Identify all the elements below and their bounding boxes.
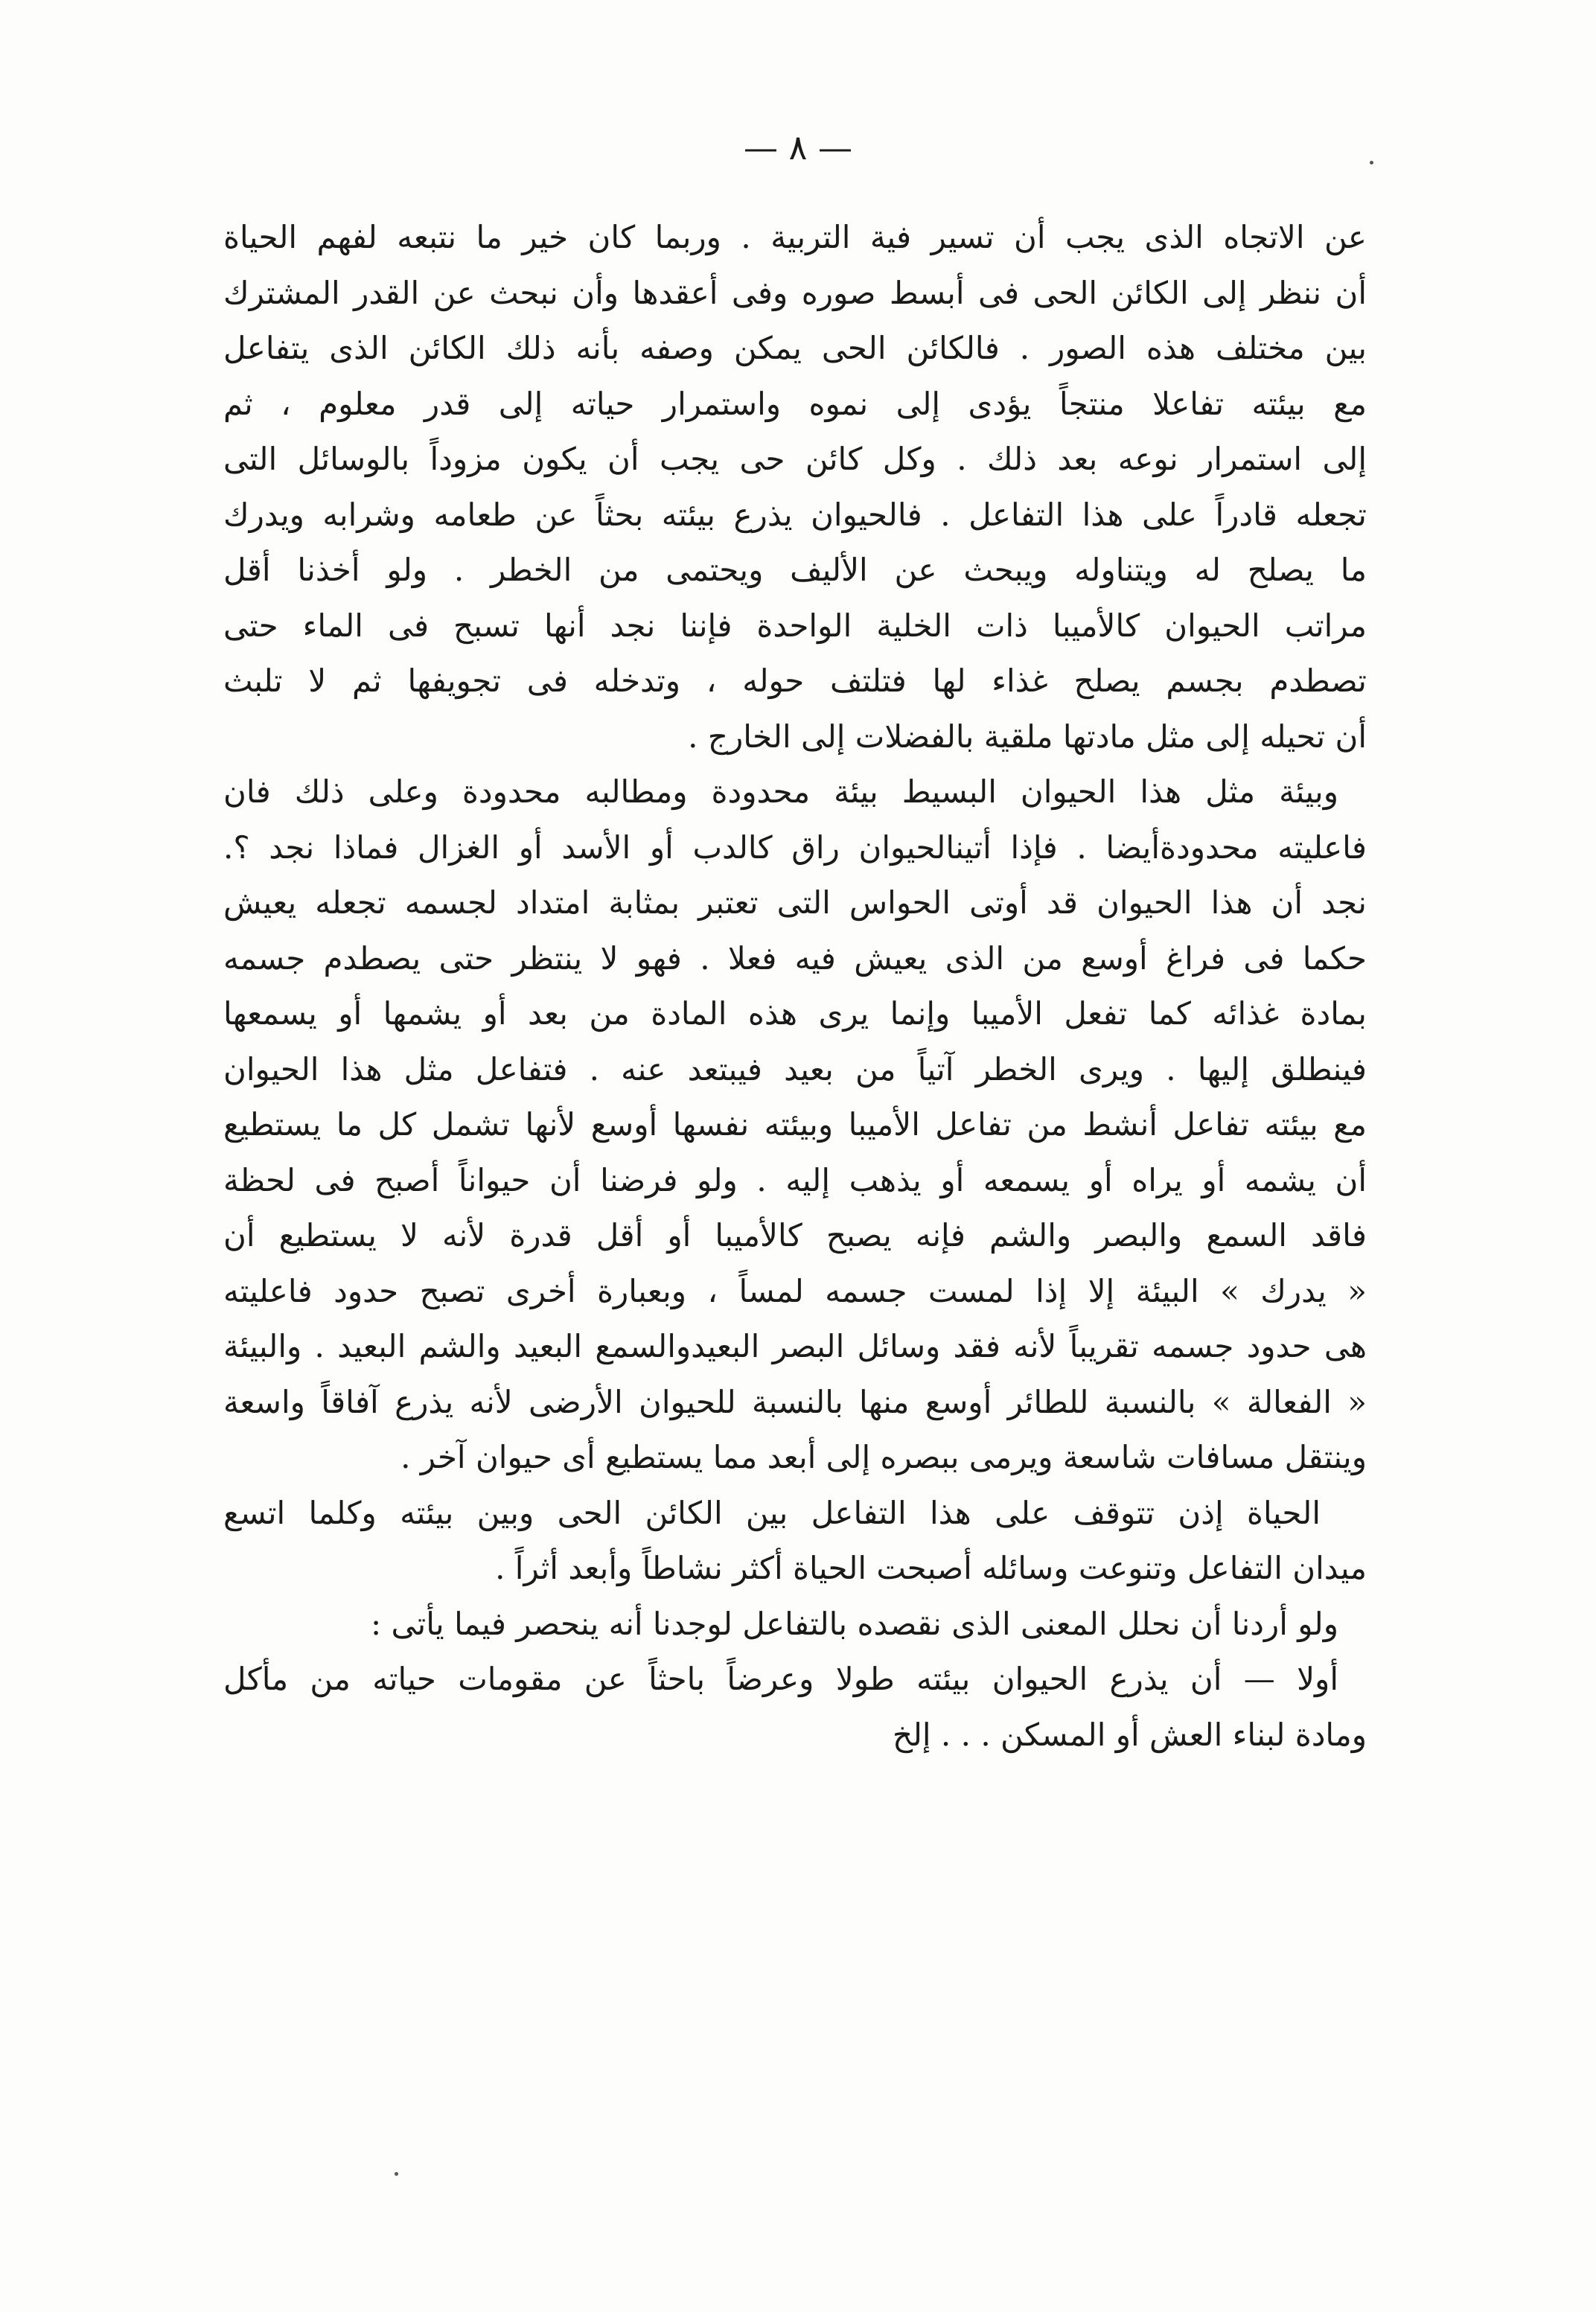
text-line: فاقد السمع والبصر والشم فإنه يصبح كالأميبا أو أقل قدرة لأنه لا يستطيع أن bbox=[223, 1217, 1367, 1254]
text-line: ما يصلح له ويتناوله ويبحث عن الأليف ويحتمى من الخطر . ولو أخذنا أقل bbox=[223, 552, 1367, 588]
list-item-first: أولا — أن يذرع الحيوان بيئته طولا وعرضاً باحثاً عن مقومات حياته من مأكل bbox=[223, 1661, 1338, 1697]
text-line: تجعله قادراً على هذا التفاعل . فالحيوان يذرع بيئته بحثاً عن طعامه وشرابه ويدرك bbox=[223, 496, 1367, 533]
text-line: فينطلق إليها . ويرى الخطر آتياً من بعيد فيبتعد عنه . فتفاعل مثل هذا الحيوان bbox=[223, 1050, 1367, 1088]
text-line: هى حدود جسمه تقريباً لأنه فقد وسائل البصر البعيدوالسمع البعيد والشم البعيد . والبيئة bbox=[223, 1328, 1367, 1364]
text-line: أن تحيله إلى مثل مادتها ملقية بالفضلات إلى الخارج . bbox=[688, 718, 1367, 755]
body-text bbox=[223, 210, 1367, 1763]
paragraph-first-line: وبيئة مثل هذا الحيوان البسيط بيئة محدودة ومطالبه محدودة وعلى ذلك فان bbox=[223, 773, 1338, 810]
text-line: إلى استمرار نوعه بعد ذلك . وكل كائن حى يجب أن يكون مزوداً بالوسائل التى bbox=[223, 441, 1367, 477]
text-line: بين مختلف هذه الصور . فالكائن الحى يمكن وصفه بأنه ذلك الكائن الذى يتفاعل bbox=[223, 330, 1367, 366]
text-line: بمادة غذائه كما تفعل الأميبا وإنما يرى هذه المادة من بعد أو يشمها أو يسمعها bbox=[223, 995, 1367, 1032]
text-line: تصطدم بجسم يصلح غذاء لها فتلتف حوله ، وتدخله فى تجويفها ثم لا تلبث bbox=[223, 662, 1367, 699]
text-line: نجد أن هذا الحيوان قد أوتى الحواس التى تعتبر بمثابة امتداد لجسمه تجعله يعيش bbox=[223, 884, 1367, 921]
text-line: حكما فى فراغ أوسع من الذى يعيش فيه فعلا . فهو لا ينتظر حتى يصطدم جسمه bbox=[223, 939, 1367, 977]
text-line: أن يشمه أو يراه أو يسمعه أو يذهب إليه . ولو فرضنا أن حيواناً أصبح فى لحظة bbox=[223, 1161, 1367, 1198]
text-line: مراتب الحيوان كالأميبا ذات الخلية الواحدة فإننا نجد أنها تسبح فى الماء حتى bbox=[223, 607, 1367, 644]
page-number: — ٨ — bbox=[744, 127, 852, 167]
paragraph-first-line: ولو أردنا أن نحلل المعنى الذى نقصده بالتفاعل لوجدنا أنه ينحصر فيما يأتى : bbox=[371, 1605, 1338, 1642]
text-line: « يدرك » البيئة إلا إذا لمست جسمه لمساً ، وبعبارة أخرى تصبح حدود فاعليته bbox=[223, 1272, 1367, 1309]
scan-speck bbox=[395, 2172, 398, 2176]
text-line: « الفعالة » بالنسبة للطائر أوسع منها بالنسبة للحيوان الأرضى لأنه يذرع آفاقاً واسعة bbox=[223, 1383, 1367, 1420]
text-line: عن الاتجاه الذى يجب أن تسير فية التربية . وربما كان خير ما نتبعه لفهم الحياة bbox=[223, 219, 1367, 255]
scan-speck bbox=[1370, 161, 1373, 165]
text-line: فاعليته محدودةأيضا . فإذا أتينالحيوان راق كالدب أو الأسد أو الغزال فماذا نجد ؟. bbox=[223, 828, 1367, 866]
text-line: مع بيئته تفاعلا منتجاً يؤدى إلى نموه واستمرار حياته إلى قدر معلوم ، ثم bbox=[223, 385, 1367, 422]
paragraph-first-line: الحياة إذن تتوقف على هذا التفاعل بين الكائن الحى وبين بيئته وكلما اتسع bbox=[223, 1494, 1321, 1531]
text-line: وينتقل مسافات شاسعة ويرمى ببصره إلى أبعد مما يستطيع أى حيوان آخر . bbox=[400, 1439, 1367, 1475]
text-line: أن ننظر إلى الكائن الحى فى أبسط صوره وفى أعقدها وأن نبحث عن القدر المشترك bbox=[223, 274, 1367, 311]
text-line: مع بيئته تفاعل أنشط من تفاعل الأميبا وبيئته نفسها أوسع لأنها تشمل كل ما يستطيع bbox=[223, 1106, 1367, 1143]
text-line: ومادة لبناء العش أو المسكن . . . إلخ bbox=[892, 1716, 1367, 1753]
text-line: ميدان التفاعل وتنوعت وسائله أصبحت الحياة أكثر نشاطاً وأبعد أثراً . bbox=[495, 1550, 1367, 1586]
